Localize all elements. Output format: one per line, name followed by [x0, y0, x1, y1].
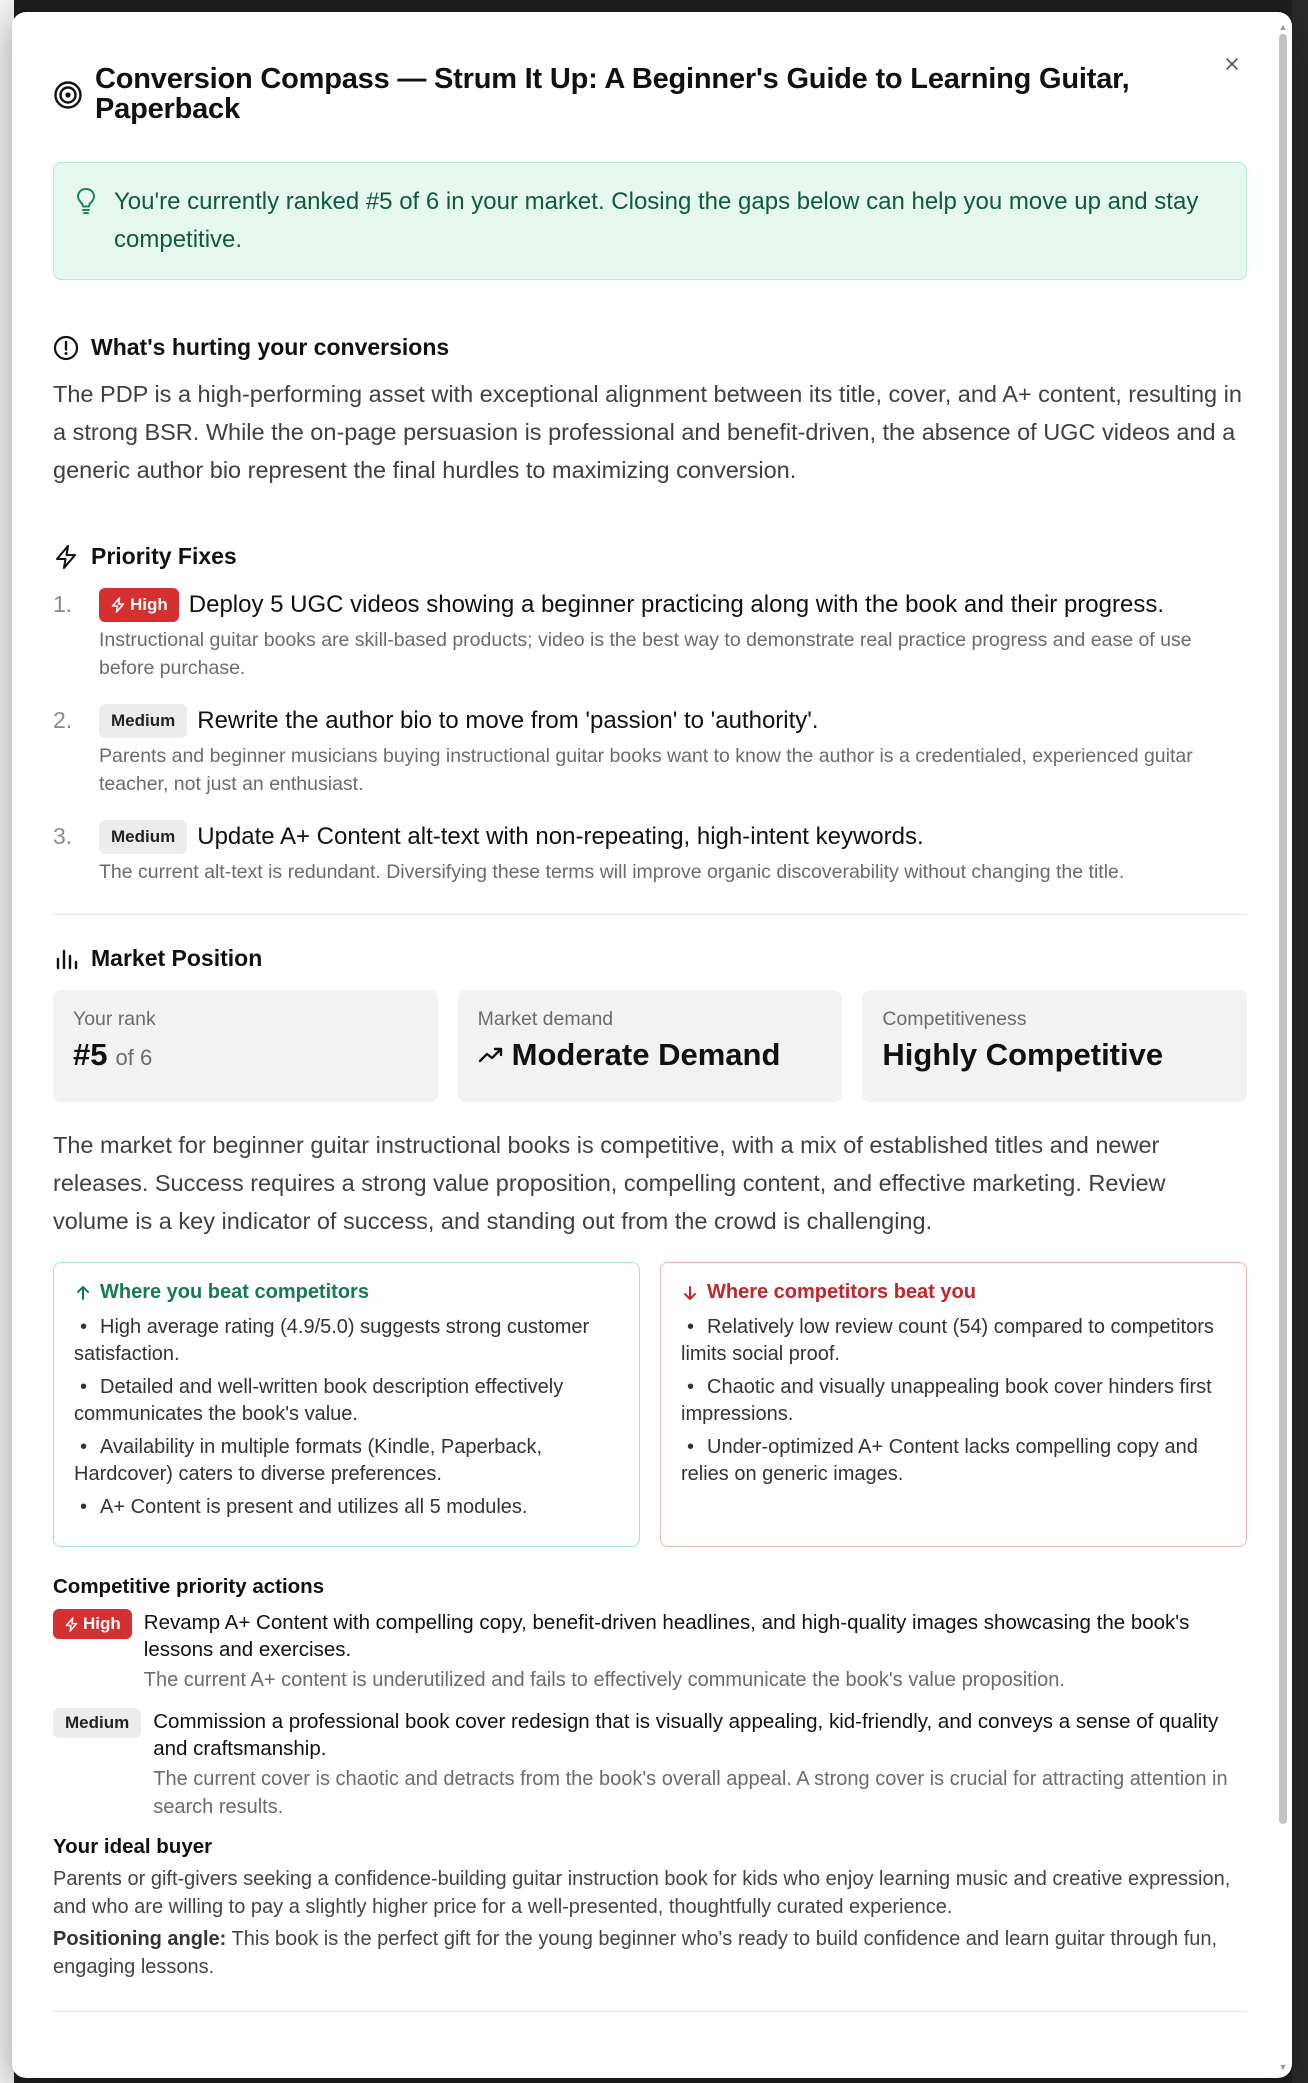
weaknesses-heading-text: Where competitors beat you — [707, 1281, 976, 1303]
rank-stat-label: Your rank — [73, 1008, 156, 1030]
strengths-heading — [74, 1281, 619, 1304]
positioning-angle — [53, 1925, 1247, 1981]
action-title: Revamp A+ Content with compelling copy, benefit-driven headlines, and high-quality images showcasing the book's lessons and exercises. — [143, 1611, 1190, 1661]
bar-chart-icon — [53, 946, 79, 972]
arrow-down-icon — [681, 1284, 699, 1302]
strength-item: • Detailed and well-written book description effectively communicates the book's value. — [74, 1376, 564, 1425]
demand-stat-value: Moderate Demand — [511, 1037, 781, 1072]
competitive-actions-heading: Competitive priority actions — [53, 1575, 325, 1598]
lightbulb-icon — [76, 187, 96, 215]
rank-banner — [53, 162, 1247, 280]
trending-up-icon — [478, 1045, 504, 1065]
weakness-item: • Chaotic and visually unappealing book cover hinders first impressions. — [681, 1376, 1212, 1425]
modal-title: Conversion Compass — Strum It Up: A Beginner's Guide to Learning Guitar, Paperback — [95, 63, 1130, 125]
priority-fixes-heading — [53, 543, 1247, 570]
alert-circle-icon — [53, 335, 79, 361]
demand-stat-card — [458, 990, 843, 1102]
priority-label: High — [83, 1614, 121, 1633]
fix-number: 1. — [53, 591, 73, 617]
modal-content — [53, 48, 1247, 2012]
conversion-compass-modal — [12, 12, 1292, 2078]
weaknesses-list — [681, 1314, 1226, 1488]
fix-title: Rewrite the author bio to move from 'passion' to 'authority'. — [197, 707, 819, 734]
rank-stat-card — [53, 990, 438, 1102]
modal-header — [53, 48, 1247, 124]
hurting-heading-text: What's hurting your conversions — [91, 334, 450, 360]
strength-item: • A+ Content is present and utilizes all 5 modules. — [80, 1496, 528, 1518]
priority-badge-high — [53, 1609, 132, 1639]
fix-description: Instructional guitar books are skill-based products; video is the best way to demonstrate real practice progress and ease of use before purchase. — [99, 629, 1192, 679]
market-position-heading — [53, 945, 1247, 972]
scroll-down-arrow[interactable]: ▼ — [1278, 2062, 1288, 2072]
competitive-action-item — [53, 1609, 1247, 1694]
strengths-box — [53, 1262, 640, 1547]
fix-number: 2. — [53, 707, 73, 733]
hurting-heading — [53, 334, 1247, 361]
competitive-actions-list — [53, 1609, 1247, 1821]
fix-number: 3. — [53, 823, 73, 849]
market-stats — [53, 990, 1247, 1102]
section-divider — [53, 914, 1247, 915]
lightning-icon — [64, 1617, 79, 1632]
strengths-list — [74, 1314, 619, 1521]
lightning-icon — [110, 597, 126, 613]
fix-description: Parents and beginner musicians buying instructional guitar books want to know the author is a credentialed, experienced guitar teacher, not just an enthusiast. — [99, 745, 1193, 795]
lightning-icon — [53, 544, 79, 570]
section-divider — [53, 2011, 1247, 2012]
demand-stat-label: Market demand — [477, 1008, 614, 1030]
action-description: The current cover is chaotic and detracts from the book's overall appeal. A strong cover is crucial for attracting attention in search results. — [153, 1768, 1228, 1818]
fix-item — [53, 820, 1247, 886]
strengths-heading-text: Where you beat competitors — [100, 1281, 369, 1303]
fix-item — [53, 588, 1247, 682]
action-title: Commission a professional book cover redesign that is visually appealing, kid-friendly, and conveys a sense of quality and craftsmanship. — [153, 1710, 1219, 1760]
ideal-buyer-heading: Your ideal buyer — [53, 1835, 213, 1858]
hurting-text: The PDP is a high-performing asset with exceptional alignment between its title, cover, and A+ content, resulting in a strong BSR. While the on-page persuasion is professional and benefit-driven, the absence of UGC videos and a generic author bio represent the final hurdles to maximizing conversion. — [53, 381, 1242, 483]
rank-stat-value: #5 — [73, 1037, 108, 1072]
fix-item — [53, 704, 1247, 798]
weaknesses-box — [660, 1262, 1247, 1547]
fix-title: Update A+ Content alt-text with non-repeating, high-intent keywords. — [197, 823, 924, 850]
competitor-comparison — [53, 1262, 1247, 1547]
priority-badge-medium: Medium — [99, 704, 187, 738]
fix-description: The current alt-text is redundant. Diversifying these terms will improve organic discoverability without changing the title. — [99, 861, 1125, 883]
positioning-text: This book is the perfect gift for the young beginner who's ready to build confidence and learn guitar through fun, engaging lessons. — [53, 1928, 1218, 1978]
competitive-action-item — [53, 1708, 1247, 1821]
rank-banner-text: You're currently ranked #5 of 6 in your market. Closing the gaps below can help you move up and stay competitive. — [114, 188, 1199, 253]
positioning-label: Positioning angle: — [53, 1928, 227, 1950]
weaknesses-heading — [681, 1281, 1226, 1304]
rank-stat-total: of 6 — [115, 1045, 153, 1070]
priority-badge-high — [99, 588, 179, 622]
priority-badge-medium: Medium — [99, 820, 187, 854]
market-description: The market for beginner guitar instructional books is competitive, with a mix of established titles and newer releases. Success requires a strong value proposition, compelling content, and effective marketing. Review volume is a key indicator of success, and standing out from the crowd is challenging. — [53, 1132, 1166, 1234]
competitiveness-stat-card — [862, 990, 1247, 1102]
arrow-up-icon — [74, 1284, 92, 1302]
target-icon — [53, 80, 83, 110]
scrollbar-thumb[interactable] — [1279, 34, 1287, 1824]
market-position-heading-text: Market Position — [91, 945, 263, 971]
fix-title: Deploy 5 UGC videos showing a beginner practicing along with the book and their progress. — [188, 591, 1165, 618]
weakness-item: • Under-optimized A+ Content lacks compelling copy and relies on generic images. — [681, 1436, 1198, 1485]
action-description: The current A+ content is underutilized and fails to effectively communicate the book's value proposition. — [143, 1669, 1065, 1691]
priority-fixes-list — [53, 588, 1247, 886]
priority-badge-medium: Medium — [53, 1708, 141, 1738]
strength-item: • Availability in multiple formats (Kindle, Paperback, Hardcover) caters to diverse preferences. — [74, 1436, 543, 1485]
competitiveness-stat-value: Highly Competitive — [882, 1037, 1164, 1072]
ideal-buyer-text: Parents or gift-givers seeking a confidence-building guitar instruction book for kids who enjoy learning music and creative expression, and who are willing to pay a slightly higher price for a well-presented, thoughtfully curated experience. — [53, 1868, 1231, 1918]
priority-fixes-heading-text: Priority Fixes — [91, 543, 237, 569]
background-right-strip — [1292, 0, 1308, 2083]
strength-item: • High average rating (4.9/5.0) suggests strong customer satisfaction. — [74, 1316, 590, 1365]
priority-label: High — [130, 595, 168, 614]
competitiveness-stat-label: Competitiveness — [882, 1008, 1027, 1030]
scroll-up-arrow[interactable]: ▲ — [1278, 22, 1288, 32]
weakness-item: • Relatively low review count (54) compared to competitors limits social proof. — [681, 1316, 1214, 1365]
